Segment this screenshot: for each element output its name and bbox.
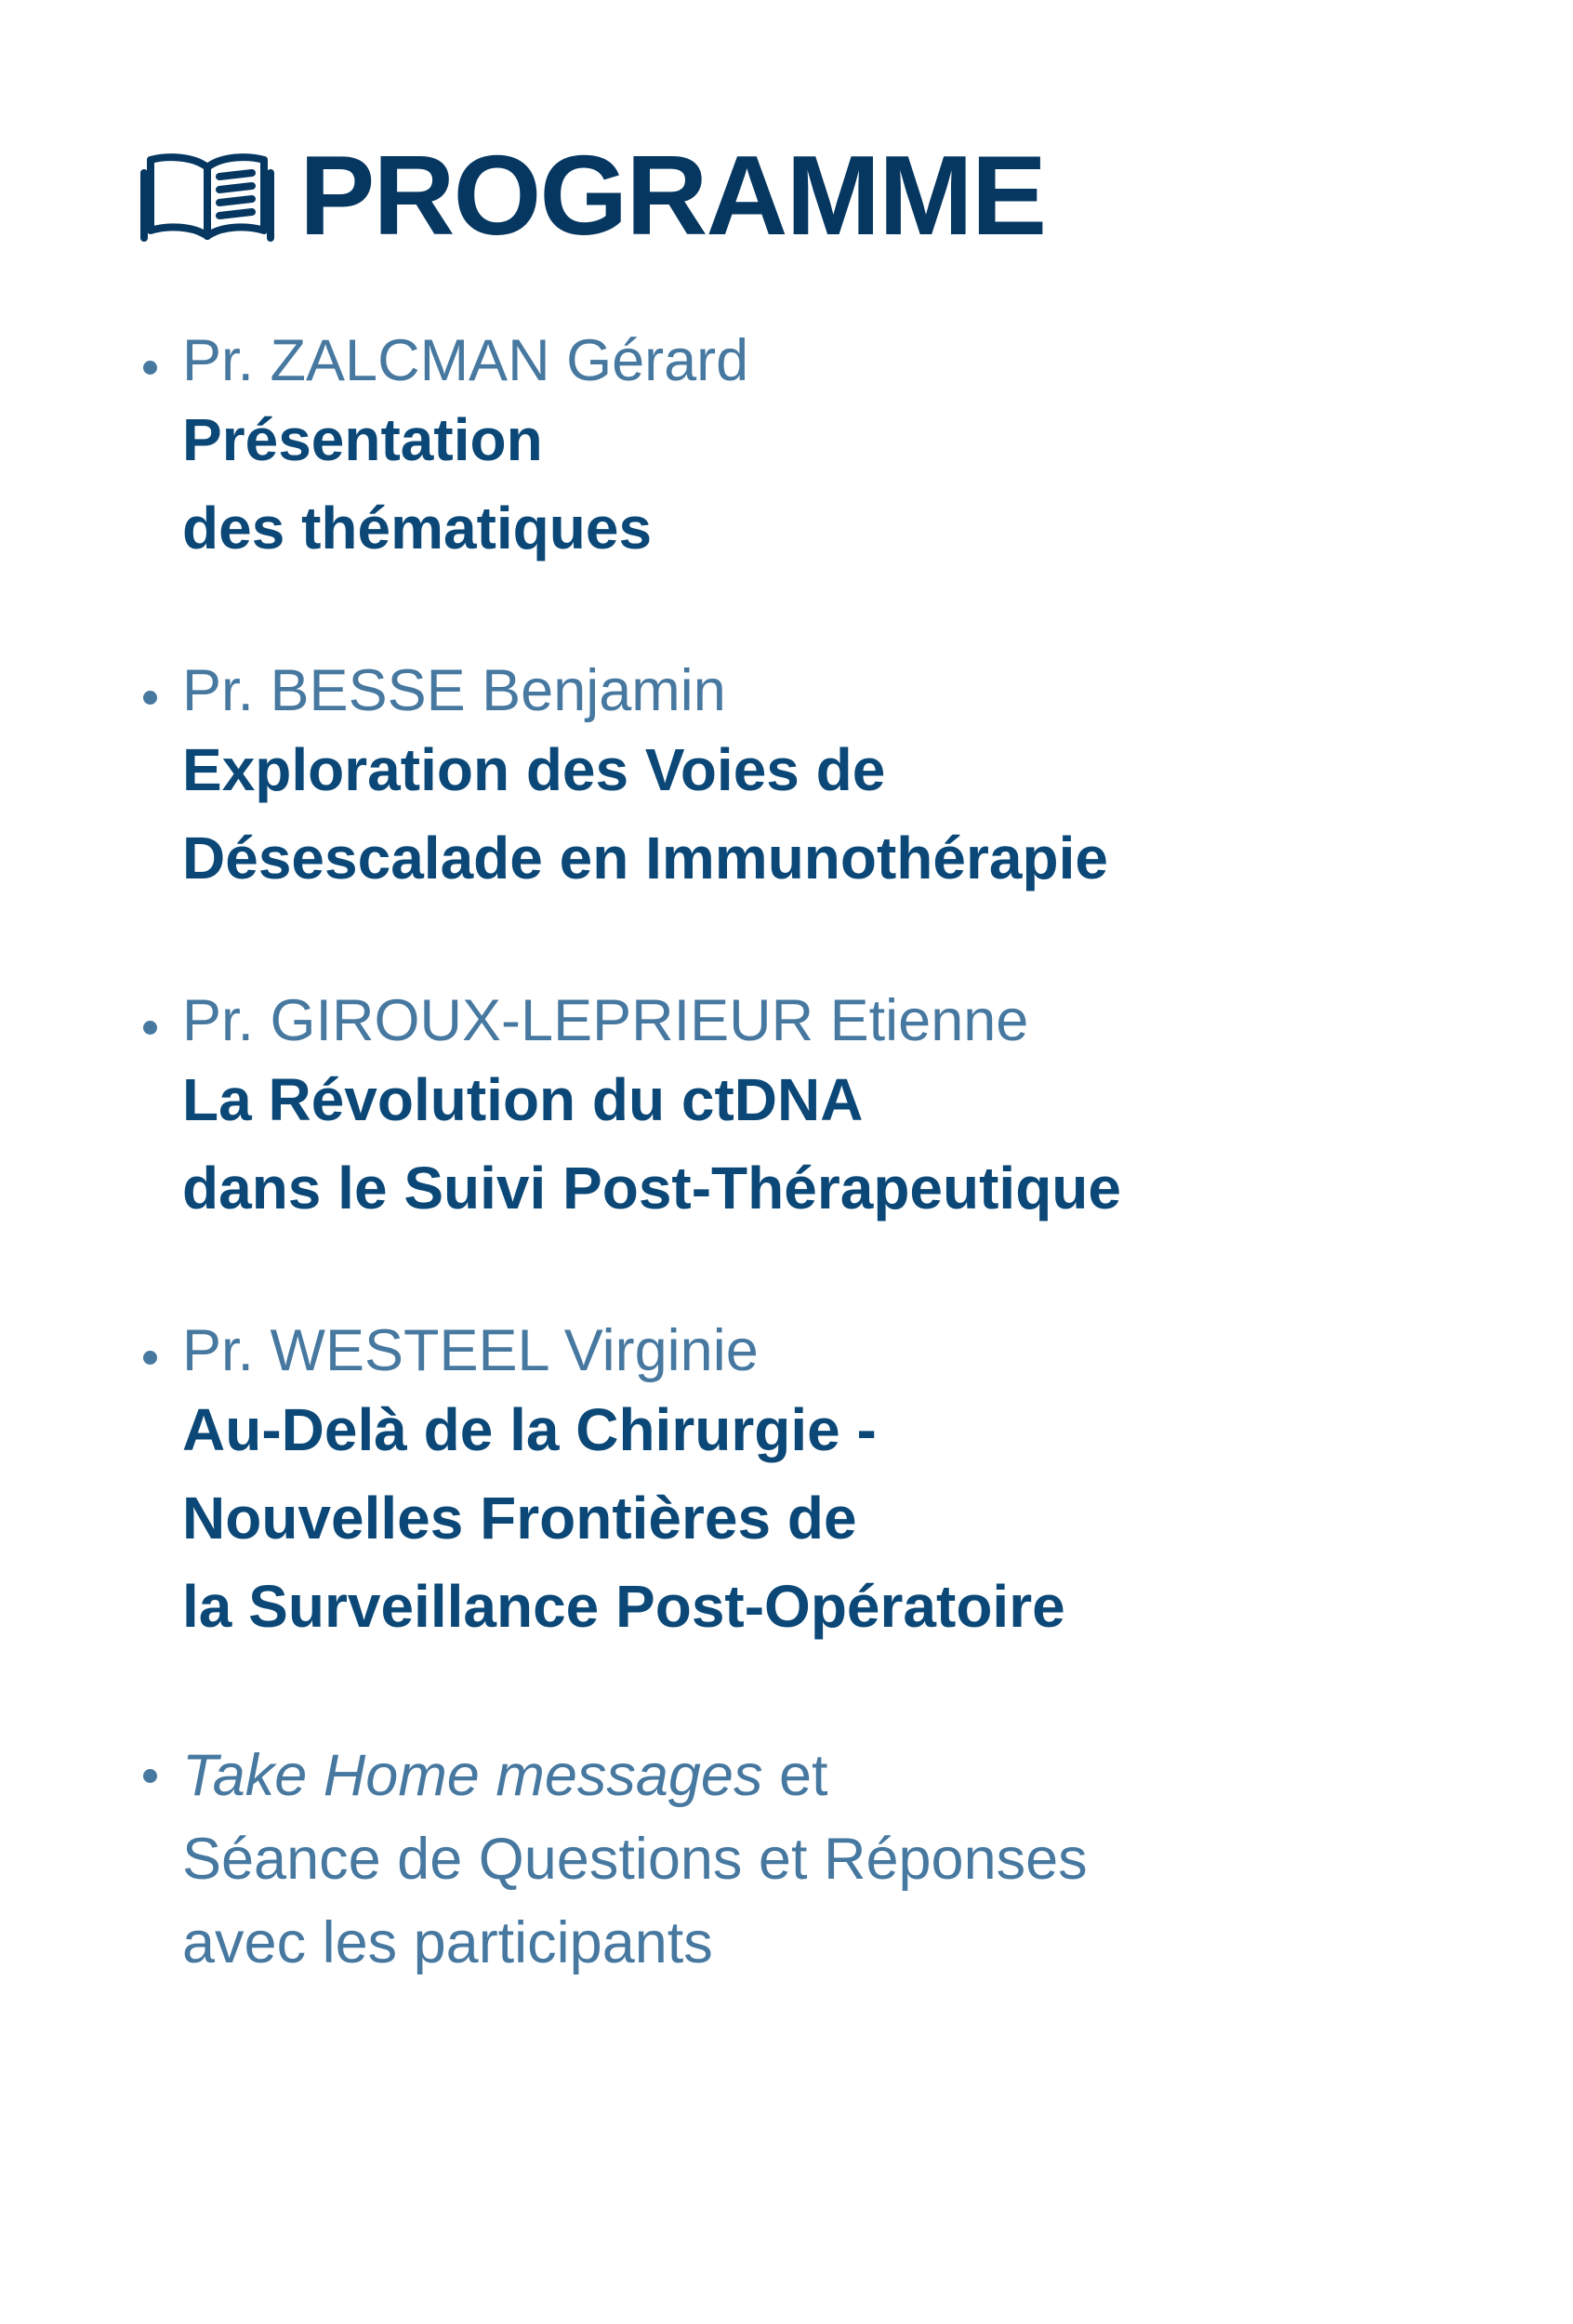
open-book-icon <box>139 149 275 242</box>
list-item <box>139 325 748 573</box>
page-title: PROGRAMME <box>299 132 1046 258</box>
bullet-icon <box>143 361 157 375</box>
closing-first-line <box>182 1734 1088 1817</box>
programme-header <box>139 132 1046 258</box>
closing-line: avec les participants <box>182 1910 713 1975</box>
talk-title-line: dans le Suivi Post-Thérapeutique <box>182 1155 1121 1221</box>
bullet-icon <box>143 1021 157 1035</box>
talk-title-line: Au-Delà de la Chirurgie - <box>182 1396 877 1463</box>
speaker-name: Pr. BESSE Benjamin <box>182 658 726 723</box>
speaker-name: Pr. ZALCMAN Gérard <box>182 328 749 393</box>
closing-line: Séance de Questions et Réponses <box>182 1827 1088 1892</box>
list-item-closing <box>139 1734 1088 1985</box>
bullet-icon <box>143 1769 157 1783</box>
talk-title-line: Désescalade en Immunothérapie <box>182 825 1108 891</box>
talk-title-line: Exploration des Voies de <box>182 736 886 803</box>
bullet-icon <box>143 691 157 705</box>
talk-title-line: des thématiques <box>182 495 653 561</box>
list-item <box>139 985 1121 1233</box>
list-item <box>139 655 1108 903</box>
take-home-messages-text: Take Home messages <box>182 1743 763 1808</box>
talk-title-line: La Révolution du ctDNA <box>182 1066 864 1133</box>
bullet-icon <box>143 1351 157 1365</box>
talk-title-line: Nouvelles Frontières de <box>182 1485 857 1552</box>
list-item <box>139 1315 1065 1651</box>
speaker-name: Pr. WESTEEL Virginie <box>182 1318 759 1383</box>
speaker-name: Pr. GIROUX-LEPRIEUR Etienne <box>182 988 1029 1053</box>
talk-title-line: Présentation <box>182 406 543 473</box>
talk-title-line: la Surveillance Post-Opératoire <box>182 1573 1065 1640</box>
closing-connector-text: et <box>762 1743 828 1808</box>
